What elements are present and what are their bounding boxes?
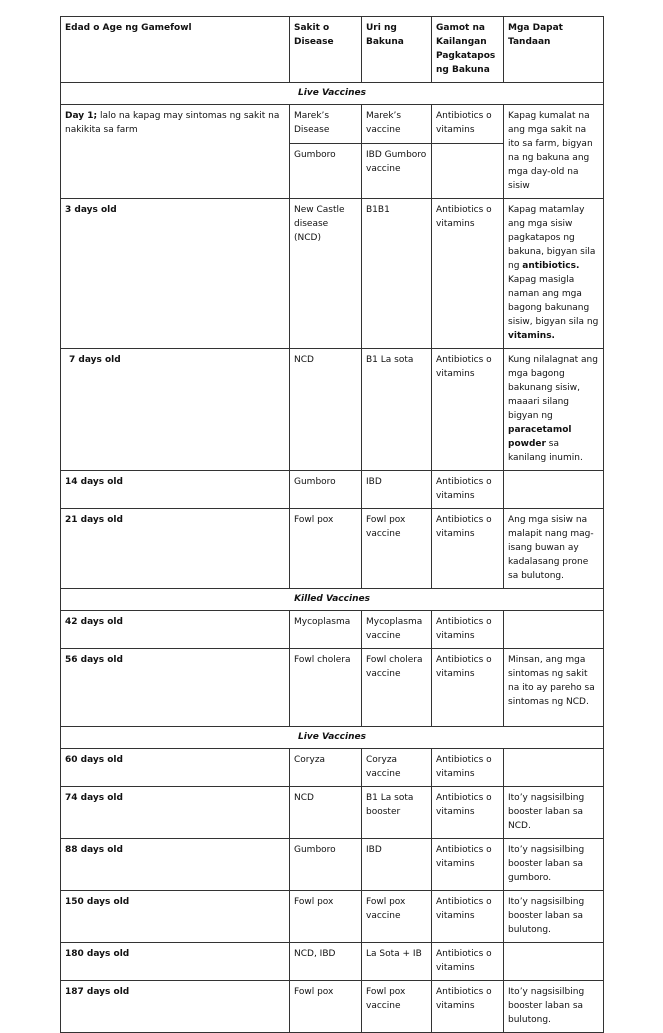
notes-cell [504, 471, 604, 509]
header-disease: Sakit o Disease [290, 17, 362, 83]
section-killed-vaccines: Killed Vaccines [61, 589, 604, 611]
medicine-cell: Antibiotics o vitamins [432, 943, 504, 981]
table-row [61, 787, 604, 839]
age-cell [61, 105, 290, 199]
age-day1-bold: Day 1; [65, 111, 98, 121]
notes-text: Kung nilalagnat ang mga bagong bakunang sisiw, maaari silang bigyan ng [508, 355, 598, 421]
notes-cell: Ito’y nagsisilbing booster laban sa NCD. [504, 787, 604, 839]
age-cell: 187 days old [61, 981, 290, 1033]
header-notes: Mga Dapat Tandaan [504, 17, 604, 83]
age-cell: 180 days old [61, 943, 290, 981]
notes-cell: Kapag kumalat na ang mga sakit na ito sa farm, bigyan na ng bakuna ang mga day-old na sisiw [504, 105, 604, 199]
table-row [61, 981, 604, 1033]
table-row [61, 943, 604, 981]
table-row [61, 611, 604, 649]
disease-cell: Mycoplasma [290, 611, 362, 649]
vaccine-cell: Coryza vaccine [362, 749, 432, 787]
notes-cell: Ang mga sisiw na malapit nang mag-isang buwan ay kadalasang prone sa bulutong. [504, 509, 604, 589]
medicine-cell: Antibiotics o vitamins [432, 471, 504, 509]
medicine-cell: Antibiotics o vitamins [432, 749, 504, 787]
age-cell: 3 days old [61, 199, 290, 349]
vaccine-cell: Fowl pox vaccine [362, 981, 432, 1033]
notes-cell: Ito’y nagsisilbing booster laban sa bulutong. [504, 891, 604, 943]
age-cell: 150 days old [61, 891, 290, 943]
medicine-cell: Antibiotics o vitamins [432, 839, 504, 891]
table-row [61, 199, 604, 349]
notes-cell [504, 749, 604, 787]
medicine-cell [432, 143, 504, 198]
section-row [61, 83, 604, 105]
medicine-cell: Antibiotics o vitamins [432, 105, 504, 144]
table-row [61, 509, 604, 589]
medicine-cell: Antibiotics o vitamins [432, 649, 504, 727]
vaccine-cell: IBD [362, 471, 432, 509]
table-row [61, 649, 604, 727]
table-row [61, 839, 604, 891]
medicine-cell: Antibiotics o vitamins [432, 349, 504, 471]
age-cell: 42 days old [61, 611, 290, 649]
disease-cell: Fowl pox [290, 981, 362, 1033]
table-row [61, 891, 604, 943]
notes-emphasis: vitamins. [508, 331, 555, 341]
disease-cell: Fowl pox [290, 891, 362, 943]
medicine-cell: Antibiotics o vitamins [432, 787, 504, 839]
age-cell: 88 days old [61, 839, 290, 891]
vaccine-cell: Fowl cholera vaccine [362, 649, 432, 727]
section-live-vaccines: Live Vaccines [61, 727, 604, 749]
header-medicine: Gamot na Kailangan Pagkatapos ng Bakuna [432, 17, 504, 83]
age-cell: 21 days old [61, 509, 290, 589]
disease-cell: Gumboro [290, 471, 362, 509]
disease-cell: Marek’s Disease [290, 105, 362, 144]
age-cell: 56 days old [61, 649, 290, 727]
medicine-cell: Antibiotics o vitamins [432, 891, 504, 943]
header-age: Edad o Age ng Gamefowl [61, 17, 290, 83]
header-vaccine: Uri ng Bakuna [362, 17, 432, 83]
vaccine-cell: B1B1 [362, 199, 432, 349]
notes-emphasis: antibiotics. [522, 261, 580, 271]
medicine-cell: Antibiotics o vitamins [432, 199, 504, 349]
vaccine-cell: B1 La sota [362, 349, 432, 471]
vaccine-cell: Mycoplasma vaccine [362, 611, 432, 649]
section-row [61, 589, 604, 611]
disease-cell: Fowl cholera [290, 649, 362, 727]
age-cell: 14 days old [61, 471, 290, 509]
table-row [61, 749, 604, 787]
age-cell: 60 days old [61, 749, 290, 787]
disease-cell: Gumboro [290, 839, 362, 891]
notes-cell [504, 943, 604, 981]
disease-cell: Fowl pox [290, 509, 362, 589]
vaccine-cell: Fowl pox vaccine [362, 891, 432, 943]
vaccine-cell: IBD Gumboro vaccine [362, 143, 432, 198]
medicine-cell: Antibiotics o vitamins [432, 611, 504, 649]
table-row [61, 471, 604, 509]
medicine-cell: Antibiotics o vitamins [432, 509, 504, 589]
disease-cell: Gumboro [290, 143, 362, 198]
age-cell: 74 days old [61, 787, 290, 839]
vaccination-schedule-table [60, 16, 604, 1033]
notes-cell [504, 199, 604, 349]
vaccine-cell: La Sota + IB [362, 943, 432, 981]
section-live-vaccines: Live Vaccines [61, 83, 604, 105]
disease-cell: NCD, IBD [290, 943, 362, 981]
header-row [61, 17, 604, 83]
age-day1-note: lalo na kapag may sintomas ng sakit na nakikita sa farm [65, 111, 280, 135]
section-row [61, 727, 604, 749]
notes-cell: Minsan, ang mga sintomas ng sakit na ito ay pareho sa sintomas ng NCD. [504, 649, 604, 727]
vaccine-cell: B1 La sota booster [362, 787, 432, 839]
notes-text: Kapag matamlay ang mga sisiw pagkatapos ng bakuna, bigyan sila ng [508, 205, 596, 271]
age-cell: 7 days old [61, 349, 290, 471]
medicine-cell: Antibiotics o vitamins [432, 981, 504, 1033]
vaccine-cell: IBD [362, 839, 432, 891]
vaccine-cell: Marek’s vaccine [362, 105, 432, 144]
table-row [61, 349, 604, 471]
notes-cell [504, 611, 604, 649]
vaccine-cell: Fowl pox vaccine [362, 509, 432, 589]
notes-text: sa kanilang inumin. [508, 439, 583, 463]
notes-cell [504, 349, 604, 471]
disease-cell: Coryza [290, 749, 362, 787]
table-row [61, 105, 604, 144]
disease-cell: New Castle disease (NCD) [290, 199, 362, 349]
disease-cell: NCD [290, 349, 362, 471]
notes-text: Kapag masigla naman ang mga bagong bakunang sisiw, bigyan sila ng [508, 275, 599, 327]
notes-cell: Ito’y nagsisilbing booster laban sa bulutong. [504, 981, 604, 1033]
disease-cell: NCD [290, 787, 362, 839]
notes-cell: Ito’y nagsisilbing booster laban sa gumboro. [504, 839, 604, 891]
notes-emphasis: paracetamol powder [508, 425, 572, 449]
